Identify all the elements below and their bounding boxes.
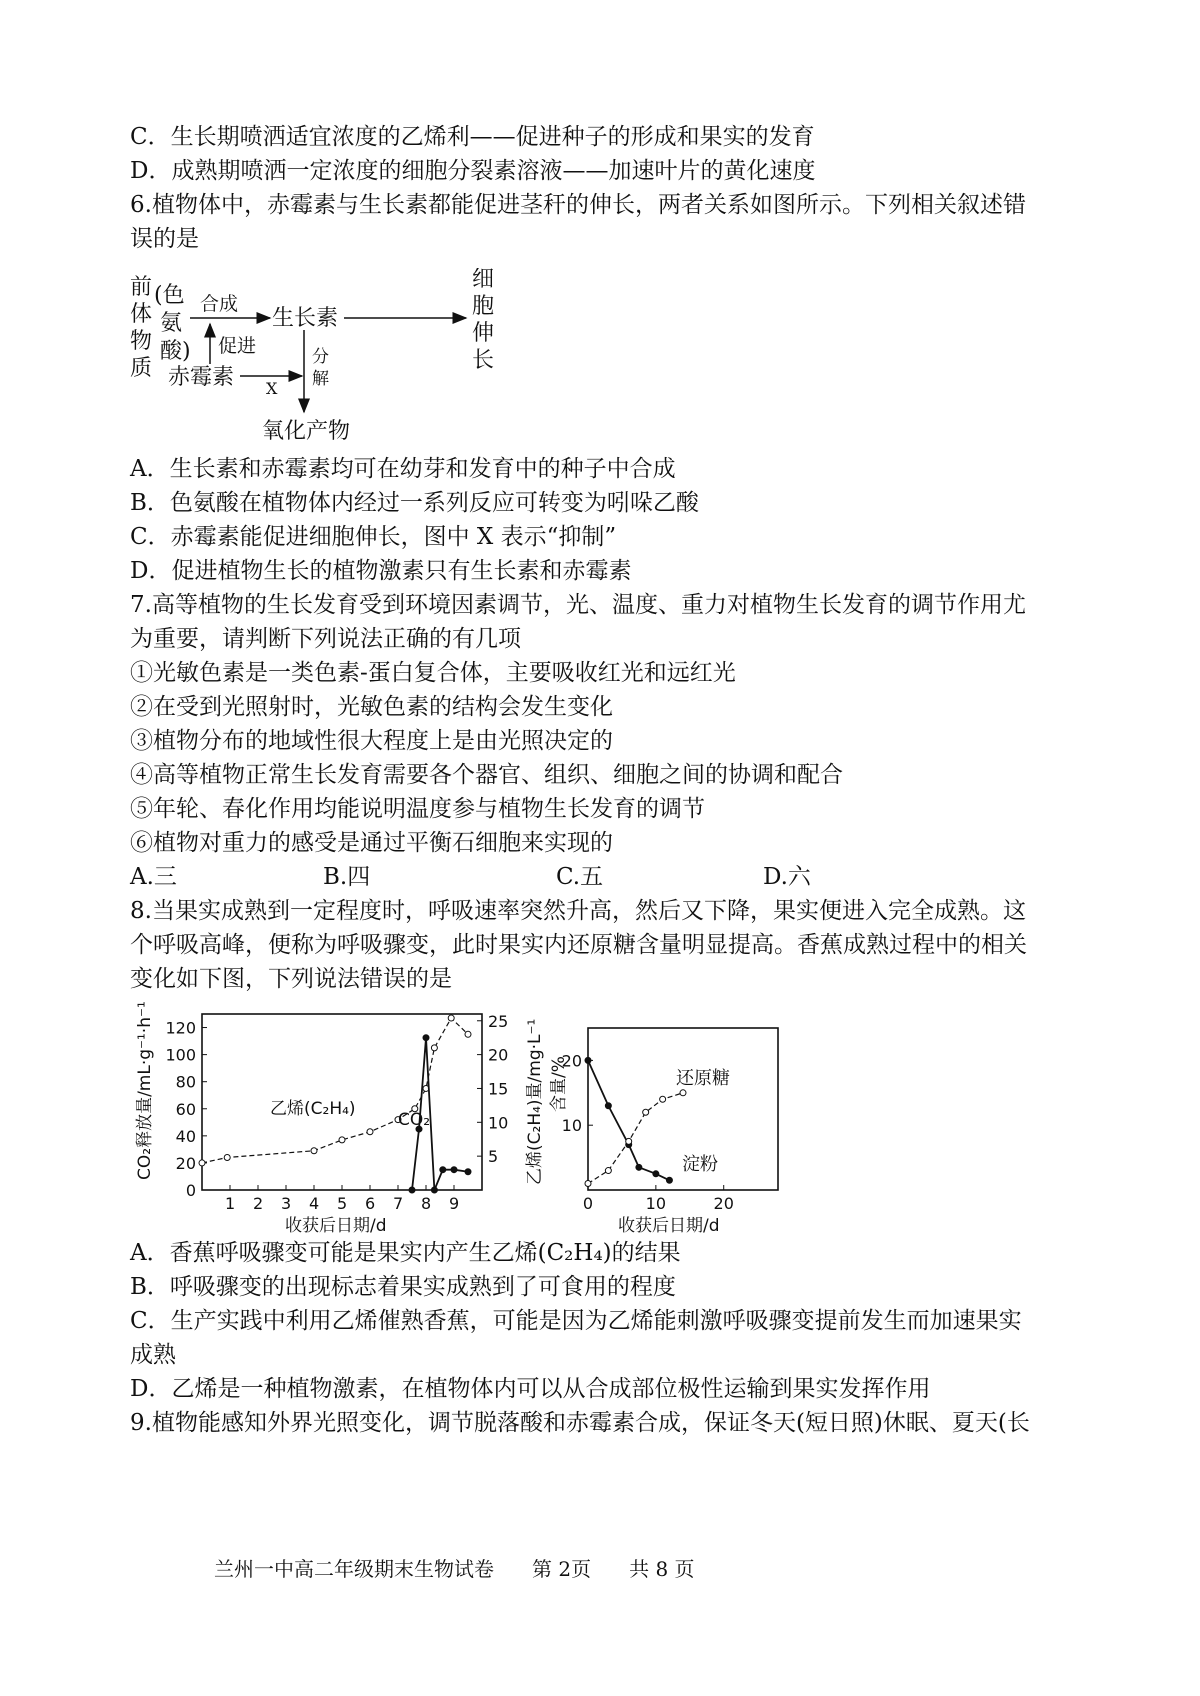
- chart1-x-tick-label: 3: [281, 1194, 292, 1213]
- q7-option-c: C.五: [556, 864, 604, 890]
- chart1-y-tick-label-right: 10: [488, 1113, 509, 1133]
- tryptophan-char: 氨: [160, 311, 183, 336]
- q7-item: ④高等植物正常生长发育需要各个器官、组织、细胞之间的协调和配合: [130, 762, 843, 788]
- q7-item: ①光敏色素是一类色素-蛋白复合体，主要吸收红光和远红光: [130, 660, 736, 686]
- precursor-char: 前: [130, 275, 153, 300]
- elongation-char: 长: [472, 348, 495, 373]
- chart1-x-tick-label: 5: [337, 1194, 348, 1213]
- chart2-sugar-point: [605, 1168, 611, 1174]
- q7-item: ⑥植物对重力的感受是通过平衡石细胞来实现的: [130, 830, 613, 856]
- chart2-xlabel: 收获后日期/d: [618, 1216, 720, 1236]
- chart1-y-tick-label-left: 120: [165, 1018, 196, 1038]
- q8-option-d: D．乙烯是一种植物激素，在植物体内可以从合成部位极性运输到果实发挥作用: [130, 1376, 931, 1402]
- q6-option-b: B．色氨酸在植物体内经过一系列反应可转变为吲哚乙酸: [130, 490, 699, 516]
- chart1-x-tick-label: 7: [393, 1194, 404, 1213]
- elongation-char: 细: [472, 268, 495, 292]
- chart1-y-tick-label-right: 20: [488, 1045, 509, 1065]
- hormone-diagram: [120, 268, 540, 468]
- q7-option-b: B.四: [323, 864, 371, 890]
- q7-option-a: A.三: [130, 864, 177, 890]
- sugar-starch-chart: [500, 1000, 800, 1240]
- q6-option-a: A．生长素和赤霉素均可在幼芽和发育中的种子中合成: [130, 456, 676, 482]
- chart1-x-tick-label: 9: [449, 1194, 460, 1213]
- decompose-char: 分: [312, 347, 329, 367]
- precursor-char: 体: [130, 302, 153, 327]
- q7-option-d: D.六: [763, 864, 811, 890]
- q7-item: ②在受到光照射时，光敏色素的结构会发生变化: [130, 694, 613, 720]
- chart1-co2-point: [224, 1155, 230, 1161]
- chart1-y-tick-label-left: 40: [175, 1126, 196, 1146]
- elongation-char: 胞: [472, 294, 495, 319]
- chart1-co2-label: CO₂: [398, 1110, 431, 1130]
- chart1-co2-point: [199, 1160, 205, 1166]
- chart1-y-tick-label-left: 100: [165, 1045, 196, 1065]
- chart2-sugar-point: [585, 1181, 591, 1187]
- chart1-co2-point: [465, 1031, 471, 1037]
- footer-total: 共 8 页: [629, 1557, 695, 1581]
- page-footer: [214, 1553, 733, 1582]
- oxidation-label: 氧化产物: [262, 419, 351, 444]
- chart1-y-tick-label-right: 5: [488, 1147, 499, 1167]
- chart1-ethylene-point: [451, 1167, 457, 1173]
- gibberellin-label: 赤霉素: [168, 365, 235, 390]
- chart2-starch-label: 淀粉: [682, 1154, 718, 1175]
- chart2-starch-point: [666, 1177, 672, 1183]
- chart2-x-tick-label: 20: [713, 1194, 734, 1213]
- chart2-x-tick-label: 10: [645, 1194, 667, 1213]
- chart1-y-tick-label-left: 60: [175, 1099, 196, 1119]
- auxin-label: 生长素: [272, 306, 339, 331]
- promote-label: 促进: [218, 335, 257, 357]
- chart2-y-tick-label: 20: [561, 1051, 582, 1071]
- chart2-starch-point: [653, 1171, 659, 1177]
- chart2-starch-line: [588, 1060, 669, 1180]
- chart1-ylabel-right: 乙烯(C₂H₄)量/mg·L⁻¹: [525, 1018, 545, 1185]
- q7-item: ③植物分布的地域性很大程度上是由光照决定的: [130, 728, 613, 754]
- chart2-x-tick-label: 0: [582, 1194, 594, 1213]
- chart1-ethylene-point: [465, 1169, 471, 1175]
- q8-option-c-line2: 成熟: [130, 1342, 176, 1368]
- q8-option-b: B．呼吸骤变的出现标志着果实成熟到了可食用的程度: [130, 1274, 676, 1300]
- chart2-sugar-point: [626, 1138, 632, 1144]
- q5-option-d: D．成熟期喷洒一定浓度的细胞分裂素溶液——加速叶片的黄化速度: [130, 158, 816, 184]
- chart2-y-tick-label: 10: [561, 1116, 582, 1136]
- q8-option-a: A．香蕉呼吸骤变可能是果实内产生乙烯(C₂H₄)的结果: [130, 1240, 681, 1266]
- chart2-sugar-label: 还原糖: [676, 1068, 730, 1089]
- q7-stem-line1: 7.高等植物的生长发育受到环境因素调节，光、温度、重力对植物生长发育的调节作用尤: [130, 592, 1026, 618]
- q5-option-c: C．生长期喷洒适宜浓度的乙烯利——促进种子的形成和果实的发育: [130, 124, 815, 150]
- chart2-sugar-point: [643, 1109, 649, 1115]
- chart1-ethylene-label: 乙烯(C₂H₄): [270, 1099, 356, 1119]
- q7-item: ⑤年轮、春化作用均能说明温度参与植物生长发育的调节: [130, 796, 705, 822]
- footer-page: 第 2页: [532, 1557, 592, 1581]
- chart1-ethylene-point: [409, 1187, 415, 1193]
- chart2-sugar-line: [588, 1093, 683, 1184]
- q8-stem-line1: 8.当果实成熟到一定程度时，呼吸速率突然升高，然后又下降，果实便进入完全成熟。这: [130, 898, 1026, 924]
- chart2-ylabel: 含量/%: [549, 1056, 569, 1112]
- chart1-co2-point: [367, 1129, 373, 1135]
- chart2-starch-point: [636, 1164, 642, 1170]
- chart1-y-tick-label-right: 25: [488, 1011, 509, 1031]
- chart1-co2-point: [448, 1015, 454, 1021]
- chart1-co2-point: [311, 1148, 317, 1154]
- q8-stem-line2: 个呼吸高峰，便称为呼吸骤变，此时果实内还原糖含量明显提高。香蕉成熟过程中的相关: [130, 932, 1027, 958]
- footer-school: 兰州一中高二年级期末生物试卷: [214, 1557, 494, 1581]
- chart1-y-tick-label-left: 80: [175, 1072, 196, 1092]
- q6-option-d: D．促进植物生长的植物激素只有生长素和赤霉素: [130, 558, 632, 584]
- chart1-x-tick-label: 2: [253, 1194, 264, 1213]
- q6-stem-line2: 误的是: [130, 226, 199, 252]
- chart1-x-tick-label: 4: [309, 1194, 320, 1213]
- chart1-co2-point: [431, 1045, 437, 1051]
- elongation-char: 伸: [472, 321, 495, 346]
- chart1-x-tick-label: 1: [225, 1194, 236, 1213]
- chart2-sugar-point: [660, 1096, 666, 1102]
- chart1-y-tick-label-left: 0: [185, 1181, 196, 1200]
- q6-option-c: C．赤霉素能促进细胞伸长，图中 X 表示“抑制”: [130, 524, 617, 550]
- chart1-xlabel: 收获后日期/d: [285, 1216, 387, 1236]
- chart1-ethylene-point: [423, 1035, 429, 1041]
- tryptophan-char: 酸): [160, 339, 191, 364]
- q7-options: [130, 860, 811, 894]
- chart1-ylabel-left: CO₂释放量/mL·g⁻¹·h⁻¹: [135, 1001, 155, 1180]
- chart1-x-tick-label: 8: [421, 1194, 432, 1213]
- precursor-char: 质: [130, 356, 153, 381]
- x-label: X: [266, 379, 278, 398]
- chart1-co2-point: [339, 1137, 345, 1143]
- respiration-ethylene-chart: [130, 1000, 550, 1240]
- decompose-char: 解: [312, 369, 329, 389]
- q8-stem-line3: 变化如下图，下列说法错误的是: [130, 966, 452, 992]
- q7-stem-line2: 为重要，请判断下列说法正确的有几项: [130, 626, 521, 652]
- precursor-char: 物: [130, 329, 153, 354]
- chart1-y-tick-label-right: 15: [488, 1079, 509, 1099]
- tryptophan-char: (色: [154, 283, 185, 308]
- chart1-x-tick-label: 6: [365, 1194, 376, 1213]
- synthesis-label: 合成: [200, 293, 239, 315]
- chart1-ethylene-point: [440, 1167, 446, 1173]
- q6-stem-line1: 6.植物体中，赤霉素与生长素都能促进茎秆的伸长，两者关系如图所示。下列相关叙述错: [130, 192, 1026, 218]
- chart1-ethylene-point: [431, 1187, 437, 1193]
- q8-option-c-line1: C．生产实践中利用乙烯催熟香蕉，可能是因为乙烯能刺激呼吸骤变提前发生而加速果实: [130, 1308, 1022, 1334]
- chart2-starch-point: [605, 1103, 611, 1109]
- chart1-y-tick-label-left: 20: [175, 1153, 196, 1173]
- chart2-starch-point: [585, 1057, 591, 1063]
- q9-stem-line1: 9.植物能感知外界光照变化，调节脱落酸和赤霉素合成，保证冬天(短日照)休眠、夏天(长: [130, 1410, 1030, 1436]
- chart2-sugar-point: [680, 1090, 686, 1096]
